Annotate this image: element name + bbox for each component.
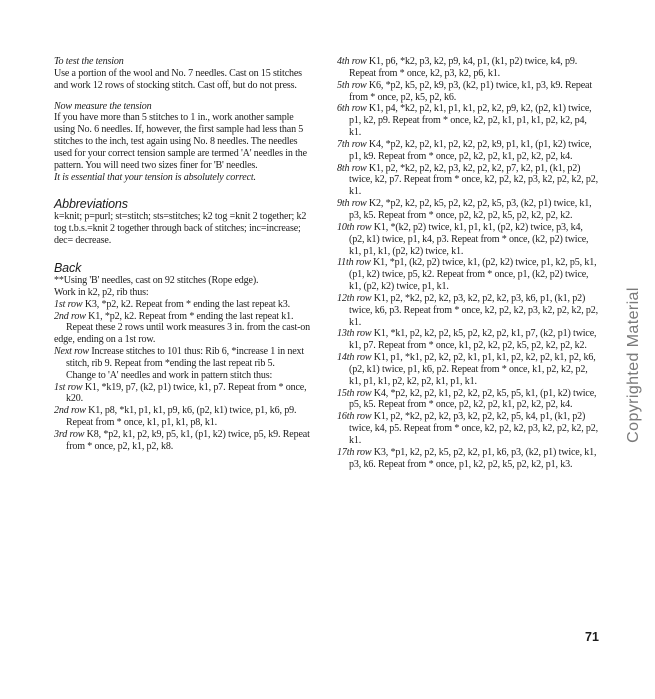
row-text: K1, p2, *k2, p2, k2, p3, k2, p2, k2, p3, k6, p1, (k1, p2) twice, k6, p3. Repeat from * once, k2, p2, k2, p3, k2, p2, k2, p2, k1. bbox=[349, 292, 599, 328]
row-label: 14th row bbox=[337, 352, 372, 364]
row-text: K1, p2, *k2, p2, k2, p3, k2, p2, k2, p7, k2, p1, (k1, p2) twice, k2, p7. Repeat from * once, k2, p2, k2, p3, k2, p2, k2, p2, k1. bbox=[349, 162, 599, 198]
row-label: 10th row bbox=[337, 221, 372, 233]
row-text: K3, *p1, k2, p2, k5, p2, k2, p1, k6, p3, (k2, p1) twice, k1, p3, k6. Repeat from * once, p1, k2, p2, k5, p2, k2, p1, k3. bbox=[349, 446, 597, 470]
row-label: 7th row bbox=[337, 138, 367, 150]
row-text: K1, *p2, k2. Repeat from * ending the last repeat k1. bbox=[85, 310, 294, 322]
pattern-row bbox=[54, 429, 316, 453]
row-text: K1, p2, *k2, p2, k2, p3, k2, p2, k2, p5, k4, p1, (k1, p2) twice, k4, p5. Repeat from * once, k2, p2, k2, p3, k2, p2, k2, p2, k1. bbox=[349, 411, 599, 446]
measure-heading: Now measure the tension bbox=[54, 100, 152, 112]
pattern-row bbox=[337, 328, 599, 352]
pattern-row bbox=[337, 388, 599, 412]
row-text: K2, *p2, k2, p2, k5, p2, k2, p2, k5, p3, (k2, p1) twice, k1, p3, k5. Repeat from * once, p2, k2, p2, k5, p2, k2, p2, k2. bbox=[349, 198, 592, 221]
row-label: 6th row bbox=[337, 103, 367, 115]
pattern-row bbox=[337, 411, 599, 447]
pattern-row bbox=[337, 80, 599, 104]
row-text: K6, *p2, k5, p2, k9, p3, (k2, p1) twice, k1, p3, k9. Repeat from * once, p2, k5, p2, k6. bbox=[349, 79, 592, 103]
row-label: 12th row bbox=[337, 292, 372, 304]
pattern-row bbox=[54, 382, 316, 406]
abbreviations-text: k=knit; p=purl; st=stitch; sts=stitches; k2 tog =knit 2 together; k2 tog t.b.s.=knit 2 together through back of stitches; inc=increase; dec= decrease. bbox=[54, 211, 307, 247]
pattern-row bbox=[337, 103, 599, 139]
next-row bbox=[54, 346, 316, 370]
back-intro: **Using 'B' needles, cast on 92 stitches (Rope edge). bbox=[54, 274, 259, 286]
row-text: K1, *k1, p2, k2, p2, k5, p2, k2, p2, k1, p7, (k2, p1) twice, k1, p7. Repeat from * once, k1, p2, k2, p2, k5, p2, k2, p2, k2. bbox=[349, 328, 597, 352]
row-label: 4th row bbox=[337, 56, 367, 67]
tension-test-heading: To test the tension bbox=[54, 56, 124, 67]
row-text: K1, p1, *k1, p2, k2, p2, k1, p1, k1, p2, k2, p2, k1, p2, k6, (p2, k1) twice, p1, k6, p2. Repeat from * once, k1, p2, k2, p2, k1, p1, k1, p2, k2, p2, k1, p1, k1. bbox=[349, 352, 596, 387]
row-text: K1, *k19, p7, (k2, p1) twice, k1, p7. Repeat from * once, k20. bbox=[66, 381, 307, 405]
row-text: K1, *(k2, p2) twice, k1, p1, k1, (p2, k2) twice, p3, k4, (p2, k1) twice, p1, k4, p3. Repeat from * once, (k2, p2) twice, k1, p1, k1, (p2, k2) twice, k1. bbox=[349, 221, 589, 257]
row-label: Next row bbox=[54, 346, 89, 358]
pattern-row bbox=[337, 198, 599, 222]
back-section bbox=[54, 261, 316, 453]
measure-text: If you have more than 5 stitches to 1 in., work another sample using No. 6 needles. If, however, the first sample had less than 5 stitches to the inch, test again using No. 8 needles. The needles used for your correct tension sample are termed 'A' needles in the pattern. You will need two sizes finer for 'B' needles. bbox=[54, 112, 307, 171]
repeat-text: Repeat these 2 rows until work measures 3 in. from the cast-on edge, ending on a 1st row. bbox=[54, 322, 311, 346]
row-label: 1st row bbox=[54, 381, 83, 393]
row-label: 16th row bbox=[337, 411, 372, 423]
right-column bbox=[337, 56, 599, 471]
abbreviations-section bbox=[54, 197, 316, 247]
pattern-row bbox=[337, 352, 599, 388]
pattern-row bbox=[54, 405, 316, 429]
pattern-row bbox=[337, 447, 599, 471]
row-text: K1, p4, *k2, p2, k1, p1, k1, p2, k2, p9, k2, (p2, k1) twice, p1, k2, p9. Repeat from * once, k2, p2, k1, p1, k1, p2, k2, p4, k1. bbox=[349, 103, 592, 139]
row-label: 8th row bbox=[337, 162, 367, 174]
left-column bbox=[54, 56, 316, 453]
pattern-row bbox=[337, 222, 599, 258]
row-text: K4, *p2, k2, p2, k1, p2, k2, p2, k9, p1, k1, (p1, k2) twice, p1, k9. Repeat from * once, p2, k2, p2, k1, p2, k2, p2, k4. bbox=[349, 138, 592, 162]
rib-row bbox=[54, 311, 316, 323]
row-text: Increase stitches to 101 thus: Rib 6, *increase 1 in next stitch, rib 9. Repeat from *ending the last repeat rib 5. bbox=[66, 346, 305, 369]
row-label: 13th row bbox=[337, 328, 372, 340]
row-text: K4, *p2, k2, p2, k1, p2, k2, p2, k5, p5, k1, (p1, k2) twice, p5, k5. Repeat from * once, p2, k2, p2, k1, p2, k2, p2, k4. bbox=[349, 387, 597, 411]
row-label: 17th row bbox=[337, 446, 372, 458]
page-number: 71 bbox=[585, 630, 599, 644]
row-text: K1, *p1, (k2, p2) twice, k1, (p2, k2) twice, p1, k2, p5, k1, (p1, k2) twice, p5, k2. Repeat from * once, p1, (k2, p2) twice, k1, (p2, k2) twice, p1, k1. bbox=[349, 257, 597, 293]
row-label: 9th row bbox=[337, 198, 367, 210]
tension-warning: It is essential that your tension is absolutely correct. bbox=[54, 171, 256, 183]
row-label: 3rd row bbox=[54, 428, 85, 440]
pattern-row bbox=[337, 163, 599, 199]
pattern-row bbox=[337, 139, 599, 163]
rib-intro: Work in k2, p2, rib thus: bbox=[54, 286, 149, 298]
pattern-row bbox=[337, 257, 599, 293]
row-label: 11th row bbox=[337, 257, 371, 269]
tension-test-section bbox=[54, 56, 316, 92]
row-label: 2nd row bbox=[54, 310, 86, 322]
tension-test-text: Use a portion of the wool and No. 7 needles. Cast on 15 stitches and work 12 rows of stocking stitch. Cast off, but do not press. bbox=[54, 67, 302, 91]
row-text: K8, *p2, k1, p2, k9, p5, k1, (p1, k2) twice, p5, k9. Repeat from * once, p2, k1, p2, k8. bbox=[66, 428, 310, 452]
abbreviations-heading: Abbreviations bbox=[54, 197, 128, 212]
pattern-row bbox=[337, 293, 599, 329]
change-needles-text: Change to 'A' needles and work in pattern stitch thus: bbox=[66, 369, 273, 381]
copyright-text: Copyrighted Material bbox=[625, 287, 642, 443]
row-text: K1, p8, *k1, p1, k1, p9, k6, (p2, k1) twice, p1, k6, p9. Repeat from * once, k1, p1, k1, p8, k1. bbox=[66, 405, 297, 429]
row-text: K3, *p2, k2. Repeat from * ending the last repeat k3. bbox=[82, 298, 291, 310]
row-label: 1st row bbox=[54, 298, 83, 310]
row-label: 15th row bbox=[337, 387, 372, 399]
row-label: 5th row bbox=[337, 79, 367, 91]
measure-section bbox=[54, 101, 316, 184]
row-text: K1, p6, *k2, p3, k2, p9, k4, p1, (k1, p2) twice, k4, p9. Repeat from * once, k2, p3, k2, p6, k1. bbox=[349, 56, 578, 79]
back-heading: Back bbox=[54, 260, 82, 275]
row-label: 2nd row bbox=[54, 405, 86, 417]
rib-row bbox=[54, 299, 316, 311]
pattern-row bbox=[337, 56, 599, 80]
